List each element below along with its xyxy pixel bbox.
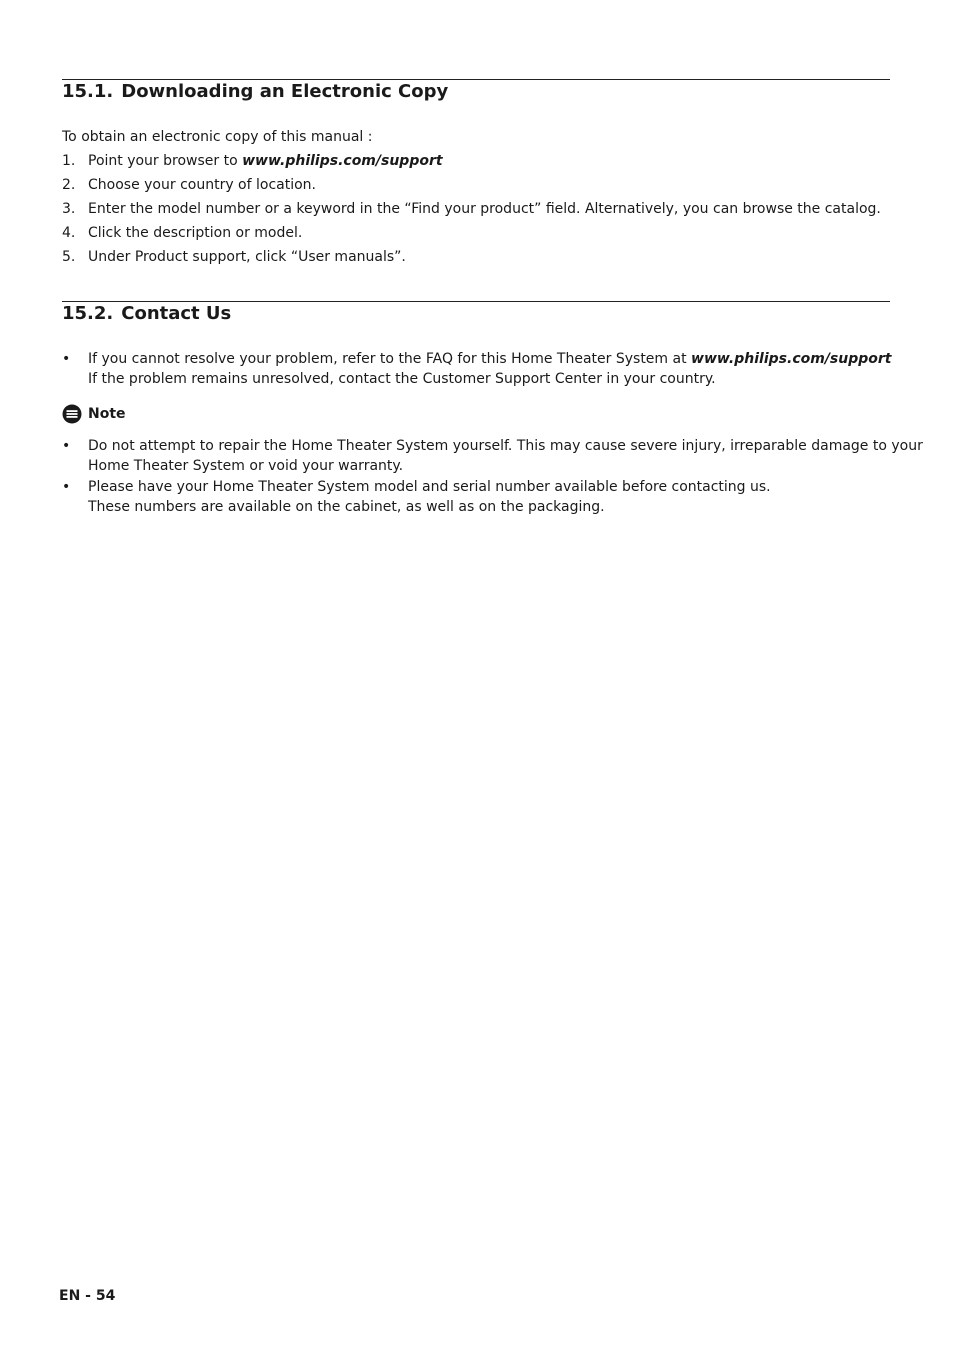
section-divider [62,301,890,302]
section-heading-download [62,81,448,102]
step-text: Enter the model number or a keyword in the “Find your product” field. Alternatively, you can browse the catalog. [88,201,881,217]
list-number: 2. [62,177,76,193]
bullet: • [62,351,71,367]
section-title: Contact Us [121,303,232,324]
note-heading [62,404,126,424]
list-number: 4. [62,225,76,241]
note-text-continued: These numbers are available on the cabinet, as well as on the packaging. [88,499,605,515]
section-number: 15.2. [62,303,114,324]
list-number: 3. [62,201,76,217]
section-title: Downloading an Electronic Copy [121,81,449,102]
note-text-continued: Home Theater System or void your warranty. [88,458,404,474]
bullet-text-continued: If the problem remains unresolved, contact the Customer Support Center in your country. [88,371,716,387]
step-text: Point your browser to [88,153,243,169]
step-text: Click the description or model. [88,225,303,241]
step-text: Under Product support, click “User manuals”. [88,249,406,265]
note-icon [62,404,82,424]
intro-text: To obtain an electronic copy of this manual : [62,129,373,145]
bullet: • [62,479,71,495]
section-number: 15.1. [62,81,114,102]
section-heading-contact [62,303,231,324]
bullet-text: If you cannot resolve your problem, refer to the FAQ for this Home Theater System at [88,351,692,367]
note-text: Do not attempt to repair the Home Theater System yourself. This may cause severe injury, irreparable damage to your [88,438,923,454]
list-number: 5. [62,249,76,265]
section-divider [62,79,890,80]
step-text: Choose your country of location. [88,177,316,193]
note-text: Please have your Home Theater System model and serial number available before contacting us. [88,479,771,495]
page-number: EN - 54 [59,1288,116,1304]
list-number: 1. [62,153,76,169]
support-link[interactable]: www.philips.com/support [691,351,892,367]
support-link[interactable]: www.philips.com/support [242,153,443,169]
note-label: Note [88,406,126,422]
bullet: • [62,438,71,454]
